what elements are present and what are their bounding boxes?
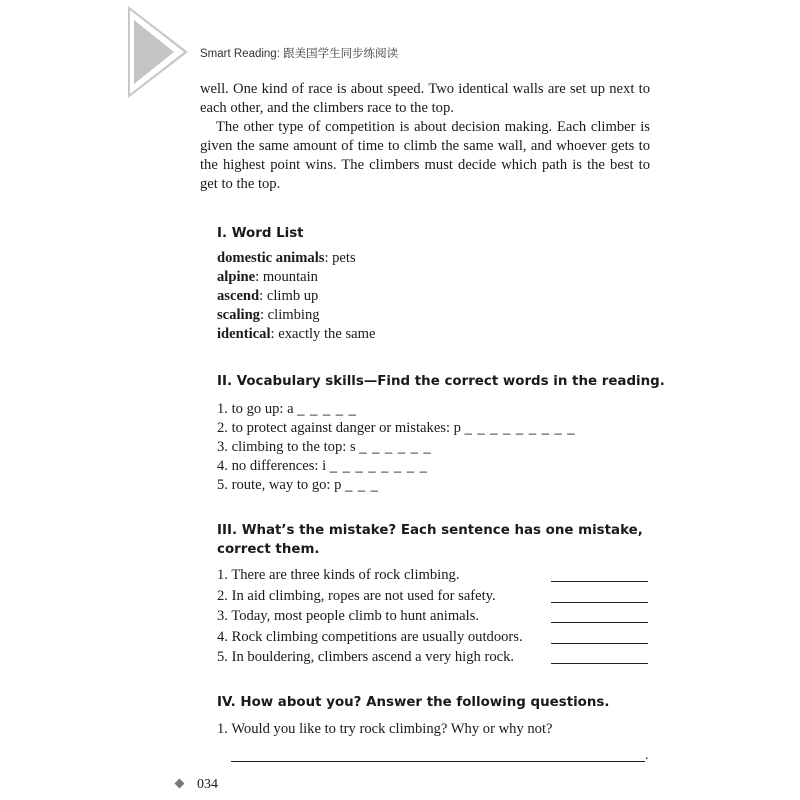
sentence: 1. There are three kinds of rock climbing. [217,567,460,583]
mistake-list [217,566,649,669]
definition: : exactly the same [270,326,376,342]
term: alpine [217,269,256,285]
section-about-you-title: IV. How about you? Answer the following questions. [217,695,610,710]
question-text: 4. no differences: i [217,458,330,474]
diamond-icon [175,779,185,789]
list-item [217,306,375,325]
section-title-line: III. What’s the mistake? Each sentence has one mistake, [217,523,643,538]
definition: : climb up [259,288,319,304]
list-item [217,607,649,628]
section-vocabulary-title: II. Vocabulary skills—Find the correct words in the reading. [217,374,665,389]
answer-blank[interactable]: _ _ _ [345,477,380,492]
sentence: 3. Today, most people climb to hunt animals. [217,608,480,624]
list-item: 1. Would you like to try rock climbing? Why or why not? [217,721,553,737]
list-item [217,648,649,669]
word-list [217,249,375,344]
answer-blank[interactable]: _ _ _ _ _ _ _ _ _ [464,420,576,435]
list-item [217,628,649,649]
passage-paragraph: well. One kind of race is about speed. Two identical walls are set up next to each other, and the climbers race to the top. [200,81,650,116]
section-mistake-title [217,521,643,559]
list-item [217,437,576,456]
line-end-period: . [645,748,649,763]
list-item [217,325,375,344]
question-text: 5. route, way to go: p [217,477,346,493]
list-item [217,566,649,587]
answer-blank[interactable]: _ _ _ _ _ _ _ _ [329,458,428,473]
list-item [217,287,375,306]
passage-paragraph: The other type of competition is about decision making. Each climber is given the same amount of time to climb the same wall, and whoever gets to the highest point wins. The climbers must decide which path is the best to get to the top. [200,119,650,192]
term: scaling [217,307,260,323]
page-number: 034 [197,777,218,792]
question-text: 3. climbing to the top: s [217,439,360,455]
question-list [217,720,553,739]
definition: : mountain [255,269,318,285]
page-footer [176,777,218,793]
running-header: Smart Reading: 跟美国学生同步练阅读 [200,48,399,60]
answer-line[interactable] [551,602,648,603]
section-word-list-title: I. Word List [217,226,304,241]
definition: : climbing [259,307,320,323]
term: ascend [217,288,260,304]
answer-line[interactable] [551,622,648,623]
answer-line[interactable] [551,581,648,582]
definition: : pets [324,250,356,266]
list-item [217,475,576,494]
list-item [217,587,649,608]
vocabulary-list [217,399,576,494]
question-text: 1. to go up: a [217,401,298,417]
list-item [217,418,576,437]
header-arrow-icon [128,6,192,98]
question-text: 2. to protect against danger or mistakes: p [217,420,465,436]
answer-blank[interactable]: _ _ _ _ _ _ [359,439,432,454]
list-item [217,456,576,475]
answer-line[interactable] [231,761,645,762]
term: domestic animals [217,250,325,266]
section-title-line: correct them. [217,542,320,557]
answer-line[interactable] [551,663,648,664]
answer-line[interactable] [551,643,648,644]
list-item [217,268,375,287]
reading-passage [200,80,650,194]
list-item [217,399,576,418]
list-item [217,249,375,268]
answer-blank[interactable]: _ _ _ _ _ [297,401,357,416]
sentence: 2. In aid climbing, ropes are not used for safety. [217,587,496,604]
sentence: 4. Rock climbing competitions are usually outdoors. [217,628,523,645]
term: identical [217,326,271,342]
sentence: 5. In bouldering, climbers ascend a very high rock. [217,649,515,665]
